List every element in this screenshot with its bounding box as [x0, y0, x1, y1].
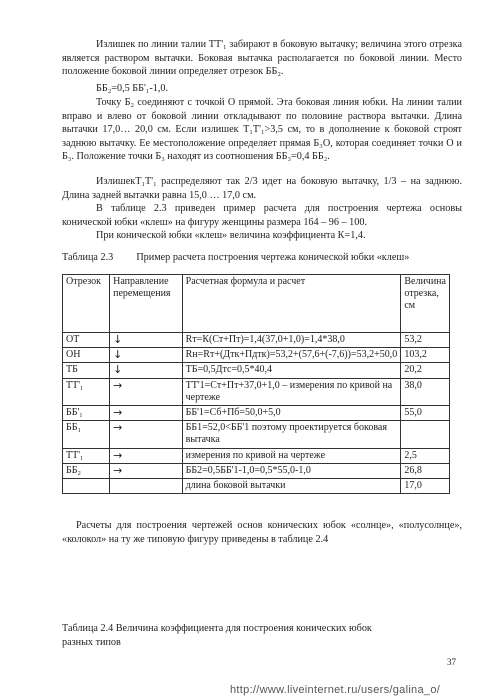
cell-direction: →: [110, 406, 183, 421]
cell-value: 55,0: [401, 406, 450, 421]
paragraph-1: Излишек по линии талии ТТ'₁ забирают в боковую вытачку; величина этого отрезка является раствором вытачки. Боковая вытачка располагается по боковой линии. Место положение боковой линии определяет отрезок ББ₂.: [62, 39, 462, 78]
cell-value: 103,2: [401, 348, 450, 363]
cell-formula: ТБ=0,5Дтс=0,5*40,4: [182, 363, 401, 378]
paragraph-3: ИзлишекТ₁Т'₁ распределяют так 2/3 идет на боковую вытачку, 1/3 – на заднюю. Длина задней вытачки равна 15,0 … 17,0 см.: [62, 176, 462, 201]
table-row: [63, 448, 450, 463]
cell-formula: измерения по кривой на чертеже: [182, 448, 401, 463]
cell-direction: ↓: [110, 363, 183, 378]
cell-value: 17,0: [401, 479, 450, 494]
cell-direction: ↓: [110, 348, 183, 363]
table-row: [63, 378, 450, 405]
cell-segment: ББ'₁: [63, 406, 110, 421]
cell-formula: ББ1=52,0<ББ'1 поэтому проектируется боковая вытачка: [182, 421, 401, 448]
cell-value: [401, 421, 450, 448]
cell-formula: Rт=К(Ст+Пт)=1,4(37,0+1,0)=1,4*38,0: [182, 333, 401, 348]
cell-formula: ББ2=0,5ББ'1-1,0=0,5*55,0-1,0: [182, 463, 401, 478]
table-caption-number: Таблица 2.3: [62, 252, 114, 263]
table-row: [63, 463, 450, 478]
cell-value: 26,8: [401, 463, 450, 478]
cell-segment: ОТ: [63, 333, 110, 348]
cell-formula: ББ'1=Сб+Пб=50,0+5,0: [182, 406, 401, 421]
cell-value: 53,2: [401, 333, 450, 348]
cell-direction: →: [110, 378, 183, 405]
header-segment: Отрезок: [63, 275, 110, 333]
cell-segment: ТТ'₁: [63, 448, 110, 463]
cell-value: 38,0: [401, 378, 450, 405]
table-row: [63, 333, 450, 348]
cell-value: 2,5: [401, 448, 450, 463]
cell-direction: →: [110, 448, 183, 463]
table-row: [63, 348, 450, 363]
cell-formula: ТТ'1=Ст+Пт+37,0+1,0 – измерения по кривой на чертеже: [182, 378, 401, 405]
cell-segment: ОН: [63, 348, 110, 363]
header-direction: Направление перемещения: [110, 275, 183, 333]
table-row: [63, 421, 450, 448]
formula-bb2: ББ₂=0,5 ББ'₁-1,0.: [96, 83, 169, 94]
calculation-table: [62, 274, 450, 494]
cell-value: 20,2: [401, 363, 450, 378]
header-formula: Расчетная формула и расчет: [182, 275, 401, 333]
cell-direction: →: [110, 421, 183, 448]
cell-direction: ↓: [110, 333, 183, 348]
paragraph-4: В таблице 2.3 приведен пример расчета для построения чертежа основы конической юбки «клеш» на фигуру женщины размера 164 – 96 – 100.: [62, 203, 462, 228]
table-header-row: [63, 275, 450, 333]
paragraph-5: При конической юбки «клеш» величина коэффициента К=1,4.: [96, 230, 366, 241]
cell-segment: ББ₁: [63, 421, 110, 448]
page-number: 37: [447, 657, 456, 667]
cell-formula: Rн=Rт+(Дтк+Пдтк)=53,2+(57,6+(-7,6))=53,2+50,0: [182, 348, 401, 363]
table-caption: [62, 252, 409, 263]
paragraph-2: Точку Б₂ соединяют с точкой О прямой. Эта боковая линия юбки. На линии талии вправо и влево от боковой линии откладывают по половине раствора вытачки. Длина вытачки 17,0… 20,0 см. Если излишек Т₁Т'₁>3,5 см, то в дополнение к боковой строят заднюю вытачку. Ее местоположение определяет прямая Б₃О, которая соединяет точки О и Б₃. Положение точки Б₃ находят из соотношения ББ₃=0,4 ББ₂.: [62, 97, 462, 163]
cell-direction: →: [110, 463, 183, 478]
table-row: [63, 406, 450, 421]
cell-segment: ББ₂: [63, 463, 110, 478]
table-row: [63, 363, 450, 378]
cell-segment: ТТ'₁: [63, 378, 110, 405]
cell-segment: [63, 479, 110, 494]
watermark-url: http://www.liveinternet.ru/users/galina_o/: [230, 684, 441, 696]
header-value: Величина отрезка, см: [401, 275, 450, 333]
table2-caption-line1: Таблица 2.4 Величина коэффициента для построения конических юбок: [62, 623, 372, 634]
cell-formula: длина боковой вытачки: [182, 479, 401, 494]
table2-caption-line2: разных типов: [62, 637, 121, 648]
table-row: [63, 479, 450, 494]
table-caption-title: Пример расчета построения чертежа конической юбки «клеш»: [136, 252, 410, 263]
cell-direction: [110, 479, 183, 494]
paragraph-6: Расчеты для построения чертежей основ конических юбок «солнце», «полусолнце», «колокол» на ту же типовую фигуру приведены в таблице 2.4: [62, 520, 462, 545]
cell-segment: ТБ: [63, 363, 110, 378]
